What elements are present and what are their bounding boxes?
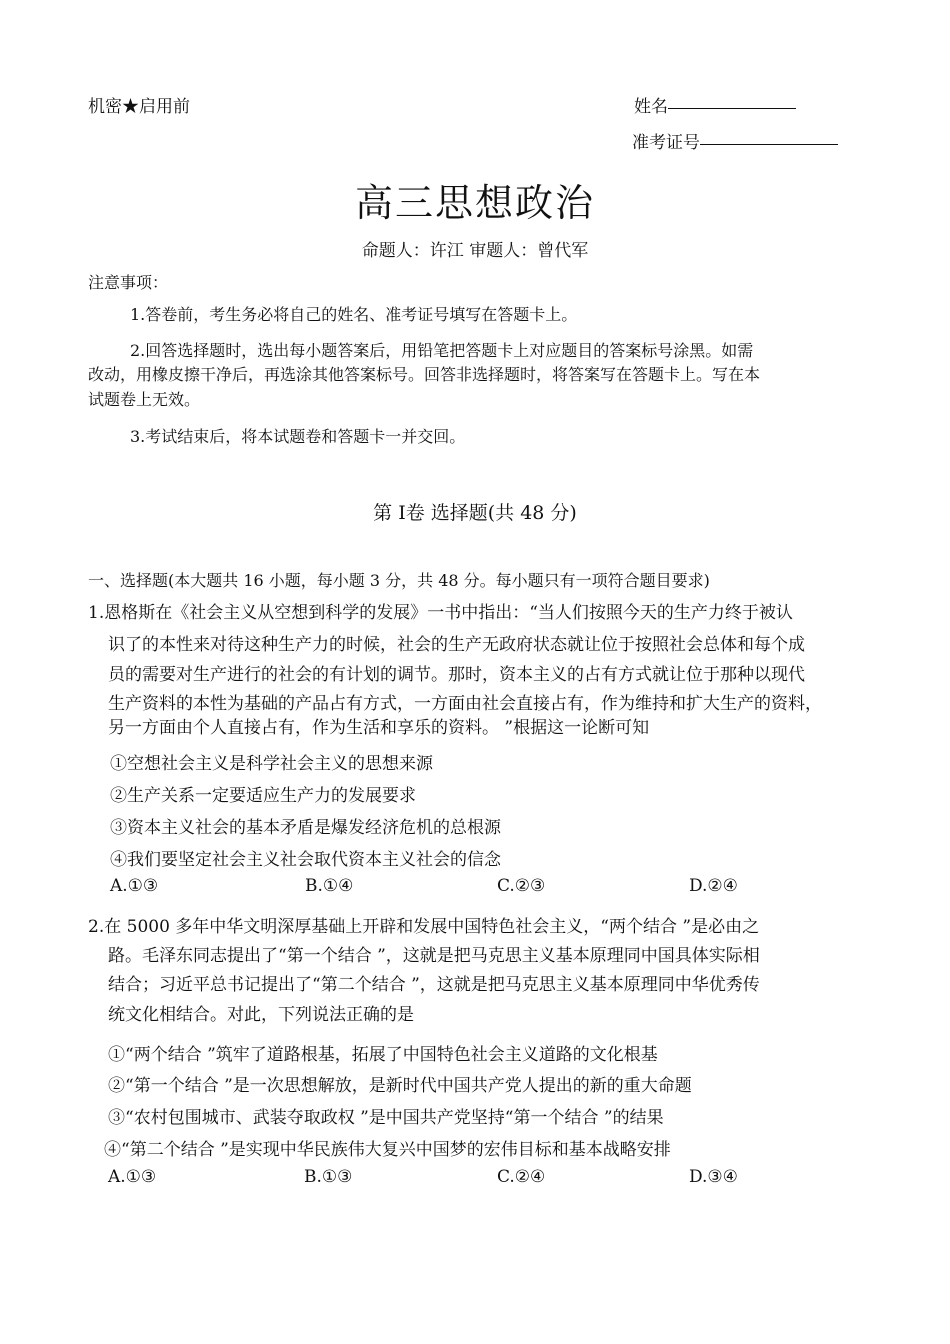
section-title: 第 Ⅰ卷 选择题(共 48 分) xyxy=(373,502,577,524)
option-d[interactable]: D.③④ xyxy=(689,1167,738,1187)
exam-id-blank[interactable] xyxy=(700,143,838,145)
question-stem-line: 生产资料的本性为基础的产品占有方式，一方面由社会直接占有，作为维持和扩大生产的资料， xyxy=(108,694,822,714)
notes-heading: 注意事项： xyxy=(88,273,169,292)
statement: ③“农村包围城市、武装夺取政权 ”是中国共产党坚持“第一个结合 ”的结果 xyxy=(108,1108,664,1128)
note-item: 1.答卷前，考生务必将自己的姓名、准考证号填写在答题卡上。 xyxy=(130,305,578,324)
question-stem-line: 识了的本性来对待这种生产力的时候，社会的生产无政府状态就让位于按照社会总体和每个成 xyxy=(108,635,805,655)
name-field[interactable] xyxy=(634,92,796,117)
authors-line: 命题人：许江 审题人：曾代军 xyxy=(361,241,589,261)
name-blank[interactable] xyxy=(668,107,796,109)
option-d[interactable]: D.②④ xyxy=(689,876,738,896)
name-label: 姓名 xyxy=(634,97,668,117)
page-title: 高三思想政治 xyxy=(354,181,595,225)
note-item: 试题卷上无效。 xyxy=(88,390,201,409)
note-item: 改动，用橡皮擦干净后，再选涂其他答案标号。回答非选择题时，将答案写在答题卡上。写在本 xyxy=(88,365,761,384)
statement: ③资本主义社会的基本矛盾是爆发经济危机的总根源 xyxy=(110,818,501,838)
note-item: 2.回答选择题时，选出每小题答案后，用铅笔把答题卡上对应题目的答案标号涂黑。如需 xyxy=(130,341,754,360)
statement: ①空想社会主义是科学社会主义的思想来源 xyxy=(110,754,433,774)
part-heading: 一、选择题(本大题共 16 小题，每小题 3 分，共 48 分。每小题只有一项符合题目要求) xyxy=(88,571,710,590)
option-c[interactable]: C.②③ xyxy=(497,876,546,896)
option-c[interactable]: C.②④ xyxy=(497,1167,546,1187)
question-stem-line: 1.恩格斯在《社会主义从空想到科学的发展》一书中指出：“当人们按照今天的生产力终于被认 xyxy=(88,603,793,623)
option-a[interactable]: A.①③ xyxy=(110,876,159,896)
note-item: 3.考试结束后，将本试题卷和答题卡一并交回。 xyxy=(130,427,466,446)
statement: ④“第二个结合 ”是实现中华民族伟大复兴中国梦的宏伟目标和基本战略安排 xyxy=(104,1140,671,1160)
question-stem-line: 路。毛泽东同志提出了“第一个结合 ”，这就是把马克思主义基本原理同中国具体实际相 xyxy=(108,946,760,966)
question-stem-line: 统文化相结合。对此，下列说法正确的是 xyxy=(108,1005,414,1025)
confidential-label: 机密★启用前 xyxy=(88,97,190,117)
question-stem-line: 员的需要对生产进行的社会的有计划的调节。那时，资本主义的占有方式就让位于那种以现代 xyxy=(108,665,805,685)
statement: ①“两个结合 ”筑牢了道路根基，拓展了中国特色社会主义道路的文化根基 xyxy=(108,1045,658,1065)
option-a[interactable]: A.①③ xyxy=(108,1167,157,1187)
statement: ②“第一个结合 ”是一次思想解放，是新时代中国共产党人提出的新的重大命题 xyxy=(108,1076,692,1096)
statement: ④我们要坚定社会主义社会取代资本主义社会的信念 xyxy=(110,850,501,870)
question-stem-line: 结合；习近平总书记提出了“第二个结合 ”，这就是把马克思主义基本原理同中华优秀传 xyxy=(108,975,760,995)
exam-id-field[interactable] xyxy=(632,128,838,153)
statement: ②生产关系一定要适应生产力的发展要求 xyxy=(110,786,416,806)
option-b[interactable]: B.①④ xyxy=(305,876,354,896)
option-b[interactable]: B.①③ xyxy=(304,1167,353,1187)
question-stem-line: 2.在 5000 多年中华文明深厚基础上开辟和发展中国特色社会主义，“两个结合 ”是必由之 xyxy=(88,917,760,937)
question-stem-line: 另一方面由个人直接占有，作为生活和享乐的资料。 ”根据这一论断可知 xyxy=(108,718,650,738)
exam-id-label: 准考证号 xyxy=(632,133,700,153)
